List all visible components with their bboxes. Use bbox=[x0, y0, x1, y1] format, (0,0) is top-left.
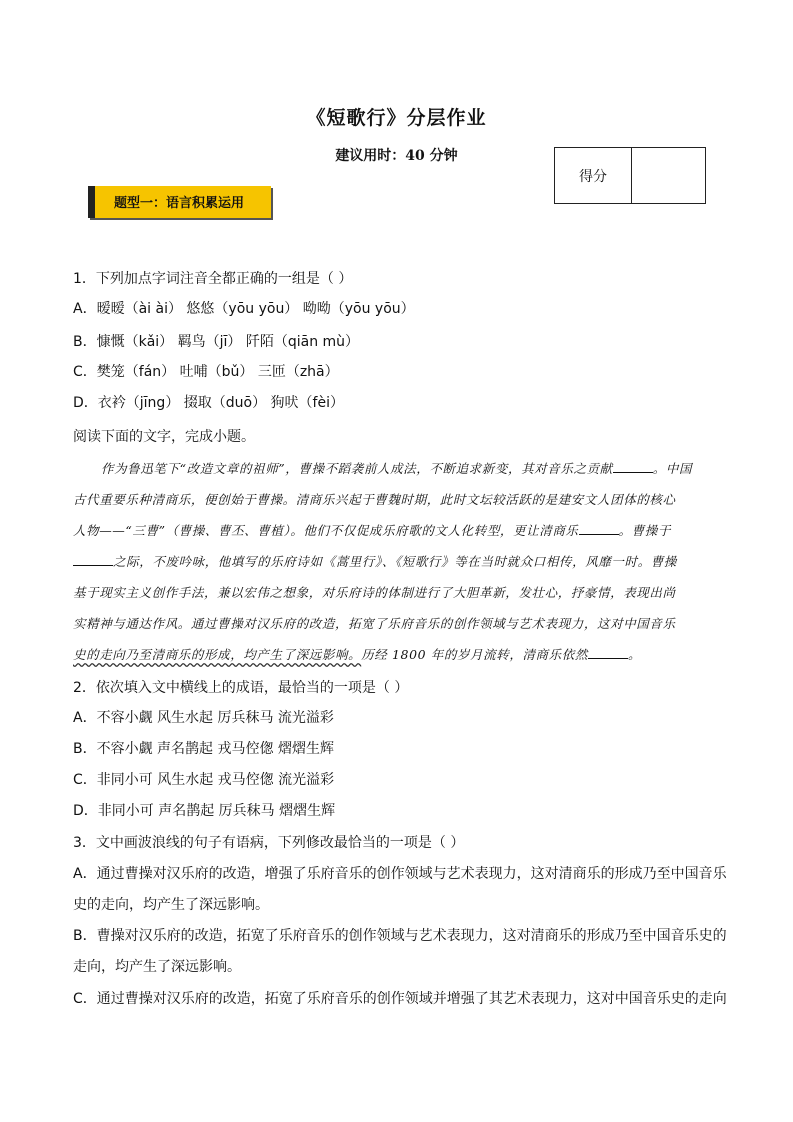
q1-stem: 1．下列加点字词注音全都正确的一组是（ ） bbox=[73, 271, 353, 287]
q2-option-c: C．非同小可 风生水起 戎马倥偬 流光溢彩 bbox=[73, 772, 335, 788]
passage-line-6 bbox=[73, 614, 723, 632]
passage-line-5: 基于现实主义创作手法，兼以宏伟之想象，对乐府诗的体制进行了大胆革新，发壮心，抒豪情，表现出尚 bbox=[73, 585, 676, 600]
passage-text: 历经 1800 年的岁月流转，清商乐依然 bbox=[361, 647, 588, 662]
q2-option-b: B．不容小觑 声名鹊起 戎马倥偬 熠熠生辉 bbox=[73, 741, 334, 757]
passage-text: 人物——“三曹”（曹操、曹丕、曹植）。他们不仅促成乐府歌的文人化转型，更让清商乐 bbox=[73, 523, 579, 538]
passage-text: 。 bbox=[627, 647, 642, 662]
q3-option-a-line-2: 史的走向，均产生了深远影响。 bbox=[73, 897, 269, 913]
passage-line-1 bbox=[101, 459, 751, 477]
fill-blank-3 bbox=[73, 564, 113, 566]
q1-option-c: C．樊笼（fán） 吐哺（bǔ） 三匝（zhā） bbox=[73, 364, 339, 380]
score-box bbox=[554, 147, 706, 204]
q1-option-b: B．慷慨（kǎi） 羁鸟（jī） 阡陌（qiān mù） bbox=[73, 334, 360, 350]
q3-stem: 3．文中画波浪线的句子有语病，下列修改最恰当的一项是（ ） bbox=[73, 835, 465, 851]
q2-option-d: D．非同小可 声名鹊起 厉兵秣马 熠熠生辉 bbox=[73, 803, 336, 819]
passage-line-2: 古代重要乐种清商乐，便创始于曹操。清商乐兴起于曹魏时期，此时文坛较活跃的是建安文人团体的核心 bbox=[73, 492, 676, 507]
passage-line-3 bbox=[73, 521, 723, 539]
section-banner bbox=[84, 180, 270, 224]
passage-line-7 bbox=[73, 645, 723, 663]
section-banner-label: 题型一：语言积累运用 bbox=[114, 196, 245, 211]
q1-option-d: D．衣衿（jīng） 掇取（duō） 狗吠（fèi） bbox=[73, 395, 344, 411]
q3-option-b-line-1: B．曹操对汉乐府的改造，拓宽了乐府音乐的创作领域与艺术表现力，这对清商乐的形成乃至中国音乐史的 bbox=[73, 928, 727, 944]
q3-option-c-line-1: C．通过曹操对汉乐府的改造，拓宽了乐府音乐的创作领域并增强了其艺术表现力，这对中国音乐史的走向 bbox=[73, 991, 727, 1007]
passage-text: 。中国 bbox=[652, 461, 693, 476]
passage-line-4 bbox=[73, 552, 723, 570]
q3-option-b-line-2: 走向，均产生了深远影响。 bbox=[73, 959, 241, 975]
suggested-time: 建议用时：40 分钟 bbox=[335, 148, 458, 164]
reading-instruction: 阅读下面的文字，完成小题。 bbox=[73, 429, 255, 445]
q1-option-a: A．暧暧（ài ài） 悠悠（yōu yōu） 呦呦（yōu yōu） bbox=[73, 301, 415, 317]
fill-blank-4 bbox=[588, 657, 628, 659]
passage-text: 之际，不废吟咏，他填写的乐府诗如《蒿里行》、《短歌行》等在当时就众口相传，风靡一时。曹操 bbox=[113, 554, 677, 569]
q2-stem: 2．依次填入文中横线上的成语，最恰当的一项是（ ） bbox=[73, 680, 409, 696]
fill-blank-1 bbox=[613, 471, 653, 473]
page-title: 《短歌行》分层作业 bbox=[306, 107, 487, 129]
score-value-field[interactable] bbox=[632, 148, 705, 203]
wavy-underlined-sentence: 史的走向乃至清商乐的形成，均产生了深远影响。 bbox=[73, 647, 362, 662]
passage-text: 实精神与通达作风。通过曹操对汉乐府的改造，拓宽了乐府音乐的创作领域与艺术表现力，这对中国音乐 bbox=[73, 616, 676, 631]
q2-option-a: A．不容小觑 风生水起 厉兵秣马 流光溢彩 bbox=[73, 710, 334, 726]
fill-blank-2 bbox=[579, 533, 619, 535]
passage-text: 。曹操于 bbox=[618, 523, 671, 538]
score-label: 得分 bbox=[555, 148, 632, 203]
q3-option-a-line-1: A．通过曹操对汉乐府的改造，增强了乐府音乐的创作领域与艺术表现力，这对清商乐的形成乃至中国音乐 bbox=[73, 866, 727, 882]
passage-text: 作为鲁迅笔下“改造文章的祖师”，曹操不蹈袭前人成法，不断追求新变，其对音乐之贡献 bbox=[101, 461, 613, 476]
